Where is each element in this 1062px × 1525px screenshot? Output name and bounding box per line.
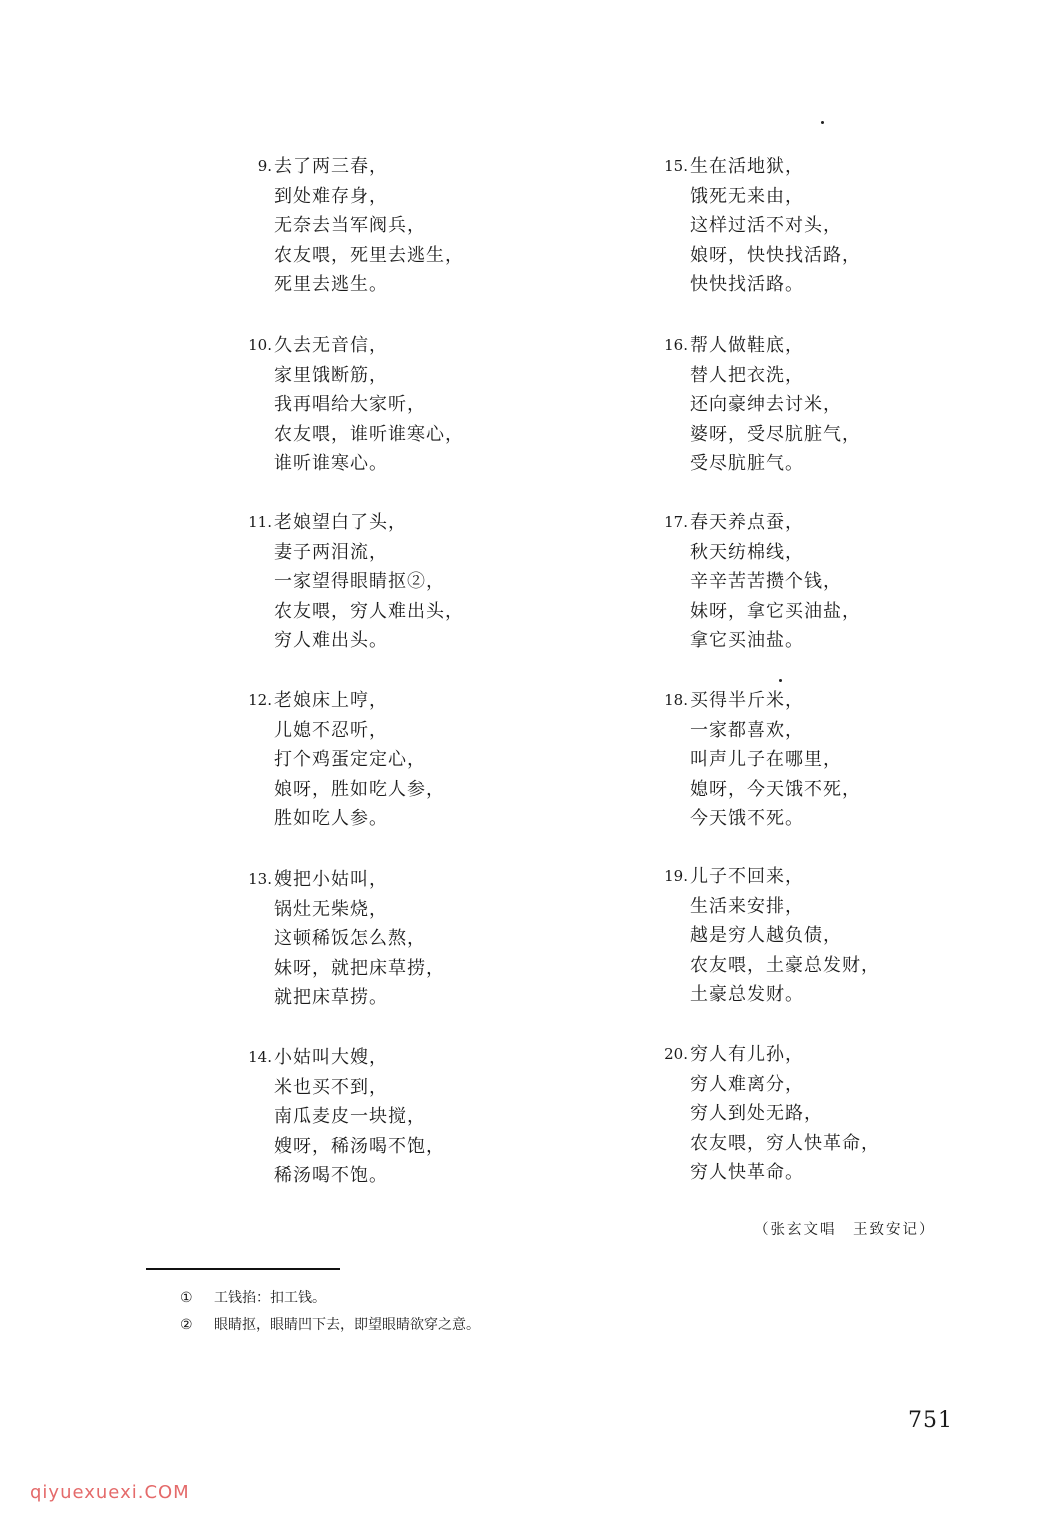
lyric-line: 穷人难离分， xyxy=(690,1073,804,1095)
site-watermark: qiyuexuexi.COM xyxy=(30,1482,190,1503)
footnote-1 xyxy=(180,1288,326,1308)
lyric-line: 买得半斤米， xyxy=(690,690,804,711)
lyric-line: 穷人快革命。 xyxy=(690,1162,804,1183)
lyric-line: 死里去逃生。 xyxy=(274,274,388,295)
lyric-line: 就把床草捞。 xyxy=(274,987,388,1008)
stanza-number: 17. xyxy=(664,513,688,531)
stray-dot xyxy=(779,679,782,682)
lyric-line: 一家望得眼睛抠②， xyxy=(274,571,445,592)
singer-recorder-credit: （张玄文唱 王致安记） xyxy=(754,1222,936,1238)
lyric-line: 快快找活路。 xyxy=(690,274,804,295)
lyric-line: 无奈去当军阀兵， xyxy=(274,215,426,236)
lyric-line: 辛辛苦苦攒个钱， xyxy=(690,571,842,592)
lyric-line: 谁听谁寒心。 xyxy=(274,453,388,474)
lyric-line: 农友喂，穷人快革命， xyxy=(690,1132,880,1154)
lyric-line: 今天饿不死。 xyxy=(690,808,804,829)
lyric-line: 我再唱给大家听， xyxy=(274,394,426,415)
lyric-line: 农友喂，死里去逃生， xyxy=(274,244,464,266)
lyric-line: 儿子不回来， xyxy=(690,866,804,887)
lyric-line: 农友喂，穷人难出头， xyxy=(274,600,464,622)
lyric-line: 妹呀，拿它买油盐， xyxy=(690,600,861,622)
lyric-line: 穷人难出头。 xyxy=(274,630,388,651)
stanza-number: 12. xyxy=(248,691,272,709)
footnote-divider xyxy=(146,1268,340,1270)
lyric-line: 娘呀，胜如吃人参， xyxy=(274,778,445,800)
footnote-2 xyxy=(180,1315,480,1335)
stanza-number: 15. xyxy=(664,157,688,175)
lyric-line: 这样过活不对头， xyxy=(690,215,842,236)
lyric-line: 老娘床上哼， xyxy=(274,690,388,711)
lyric-line: 土豪总发财。 xyxy=(690,984,804,1005)
stanza-number: 18. xyxy=(664,691,688,709)
stanza-number: 11. xyxy=(248,513,272,531)
lyric-line: 帮人做鞋底， xyxy=(690,335,804,356)
footnote-mark: ① xyxy=(180,1290,193,1306)
stanza-number: 14. xyxy=(248,1048,272,1066)
lyric-line: 越是穷人越负债， xyxy=(690,925,842,946)
lyric-line: 生在活地狱， xyxy=(690,156,804,177)
lyric-line: 嫂呀，稀汤喝不饱， xyxy=(274,1135,445,1157)
lyric-line: 拿它买油盐。 xyxy=(690,630,804,651)
lyric-line: 农友喂，土豪总发财， xyxy=(690,954,880,976)
lyric-line: 儿媳不忍听， xyxy=(274,719,388,741)
stanza-number: 19. xyxy=(664,867,688,885)
stanza-number: 20. xyxy=(664,1045,688,1063)
lyric-line: 久去无音信， xyxy=(274,335,388,356)
stanza-number: 13. xyxy=(248,870,272,888)
lyric-line: 这顿稀饭怎么熬， xyxy=(274,928,426,949)
lyric-line: 打个鸡蛋定定心， xyxy=(274,749,426,770)
lyric-line: 锅灶无柴烧， xyxy=(274,898,388,920)
lyric-line: 还向豪绅去讨米， xyxy=(690,394,842,415)
lyric-line: 米也买不到， xyxy=(274,1076,388,1098)
lyric-line: 去了两三春， xyxy=(274,156,388,177)
stray-dot xyxy=(821,121,824,124)
lyric-line: 生活来安排， xyxy=(690,895,804,917)
lyric-line: 家里饿断筋， xyxy=(274,364,388,386)
lyric-line: 妹呀，就把床草捞， xyxy=(274,957,445,979)
lyric-line: 饿死无来由， xyxy=(690,185,804,207)
lyric-line: 妻子两泪流， xyxy=(274,541,388,563)
lyric-line: 媳呀，今天饿不死， xyxy=(690,778,861,800)
lyric-line: 南瓜麦皮一块搅， xyxy=(274,1106,426,1127)
lyric-line: 秋天纺棉线， xyxy=(690,541,804,563)
footnote-text: 工钱掐：扣工钱。 xyxy=(214,1290,326,1306)
lyric-line: 叫声儿子在哪里， xyxy=(690,749,842,770)
stanza-number: 10. xyxy=(248,336,272,354)
lyric-line: 嫂把小姑叫， xyxy=(274,869,388,890)
lyric-line: 稀汤喝不饱。 xyxy=(274,1165,388,1186)
lyric-line: 一家都喜欢， xyxy=(690,719,804,741)
lyric-line: 农友喂，谁听谁寒心， xyxy=(274,423,464,445)
footnote-text: 眼睛抠，眼睛凹下去，即望眼睛欲穿之意。 xyxy=(214,1317,480,1333)
lyric-line: 娘呀，快快找活路， xyxy=(690,244,861,266)
stanza-number: 9. xyxy=(257,157,272,175)
lyric-line: 替人把衣洗， xyxy=(690,364,804,386)
lyric-line: 老娘望白了头， xyxy=(274,512,407,533)
stanza-number: 16. xyxy=(664,336,688,354)
lyric-line: 到处难存身， xyxy=(274,185,388,207)
page-number: 751 xyxy=(908,1408,953,1433)
lyric-line: 婆呀，受尽肮脏气， xyxy=(690,423,861,445)
lyric-line: 穷人到处无路， xyxy=(690,1103,823,1124)
lyric-line: 小姑叫大嫂， xyxy=(274,1047,388,1068)
footnote-mark: ② xyxy=(180,1317,193,1333)
lyric-line: 胜如吃人参。 xyxy=(274,808,388,829)
lyric-line: 穷人有儿孙， xyxy=(690,1044,804,1065)
lyric-line: 春天养点蚕， xyxy=(690,512,804,533)
lyric-line: 受尽肮脏气。 xyxy=(690,453,804,474)
